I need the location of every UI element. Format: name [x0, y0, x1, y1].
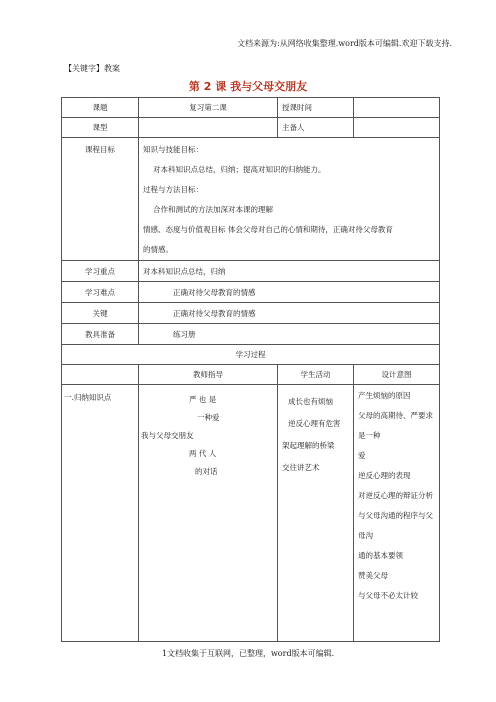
design-line: 赞美父母: [358, 571, 388, 580]
keyword-label: 【关键字】教案: [64, 64, 120, 73]
preparer-value: [354, 118, 440, 138]
goal-line: 对本科知识点总结，归纳；提高对知识的归纳能力。: [153, 165, 326, 174]
focus-value: 对本科知识点总结，归纳: [139, 261, 440, 282]
difficulty-value: 正确对待父母教育的情感: [139, 282, 440, 303]
lesson-title: 第 2 课 我与父母交朋友: [188, 80, 308, 93]
student-line: 交往讲艺术: [282, 463, 320, 472]
design-line: 逆反心理的表现: [358, 471, 411, 480]
student-line: 逆反心理有危害: [288, 419, 341, 428]
preparer-label: 主备人: [278, 118, 354, 138]
design-intent: [354, 385, 440, 642]
goal-line: 知识与技能目标：: [143, 145, 203, 154]
student-line: 架起理解的桥梁: [282, 441, 335, 450]
focus-label: 学习重点: [62, 261, 139, 282]
design-line: 与父母沟通的程序与父母沟: [358, 511, 433, 540]
teacher-line: 严 也 是: [189, 395, 217, 404]
student-line: 成长也有烦恼: [288, 397, 333, 406]
design-line: 通的基本要领: [358, 551, 403, 560]
goal-line: 合作和测试的方法加深对本课的理解: [153, 205, 273, 214]
col-teacher-header: 教师指导: [139, 365, 278, 385]
footer-note: 1文档收集于互联网，已整理，word版本可编辑.: [161, 649, 335, 658]
lesson-plan-table: [61, 97, 440, 642]
student-activity: [278, 385, 354, 642]
tools-label: 教具准备: [62, 324, 139, 345]
col-student-header: 学生活动: [278, 365, 354, 385]
design-line: 与父母不必太计较: [358, 591, 418, 600]
topic-value: 复习第二课: [139, 98, 278, 118]
tools-value: 练习册: [139, 324, 440, 345]
key-label: 关键: [62, 303, 139, 324]
goal-line: 情感、态度与价值观目标 体会父母对自己的心情和期待，正确对待父母教育: [143, 225, 393, 234]
col-design-header: 设计意图: [354, 365, 440, 385]
teacher-line: 两 代 人: [189, 449, 217, 458]
design-line: 父母的高期待、严要求是一种: [358, 411, 433, 440]
time-value: [354, 98, 440, 118]
process-section-blank: [62, 365, 139, 385]
difficulty-label: 学习难点: [62, 282, 139, 303]
goal-line: 过程与方法目标：: [143, 185, 203, 194]
type-label: 课型: [62, 118, 139, 138]
goal-content: [139, 138, 440, 261]
teacher-line: 的对话: [195, 467, 218, 476]
header-note: 文档来源为:从网络收集整理.word版本可编辑.欢迎下载支持.: [237, 39, 452, 48]
section-label: 一.归纳知识点: [62, 385, 139, 642]
teacher-line: 我与父母交朋友: [141, 431, 194, 440]
goal-label: 课程目标: [62, 138, 139, 261]
teacher-line: 一种爱: [197, 413, 220, 422]
design-line: 对逆反心理的辩证分析: [358, 491, 433, 500]
key-value: 正确对待父母教育的情感: [139, 303, 440, 324]
goal-line: 的情感。: [143, 245, 173, 254]
process-header: 学习过程: [62, 345, 440, 365]
design-line: 爱: [358, 451, 366, 460]
time-label: 授课时间: [278, 98, 354, 118]
design-line: 产生烦恼的原因: [358, 391, 411, 400]
topic-label: 课题: [62, 98, 139, 118]
teacher-guidance: [139, 385, 278, 642]
type-value: [139, 118, 278, 138]
